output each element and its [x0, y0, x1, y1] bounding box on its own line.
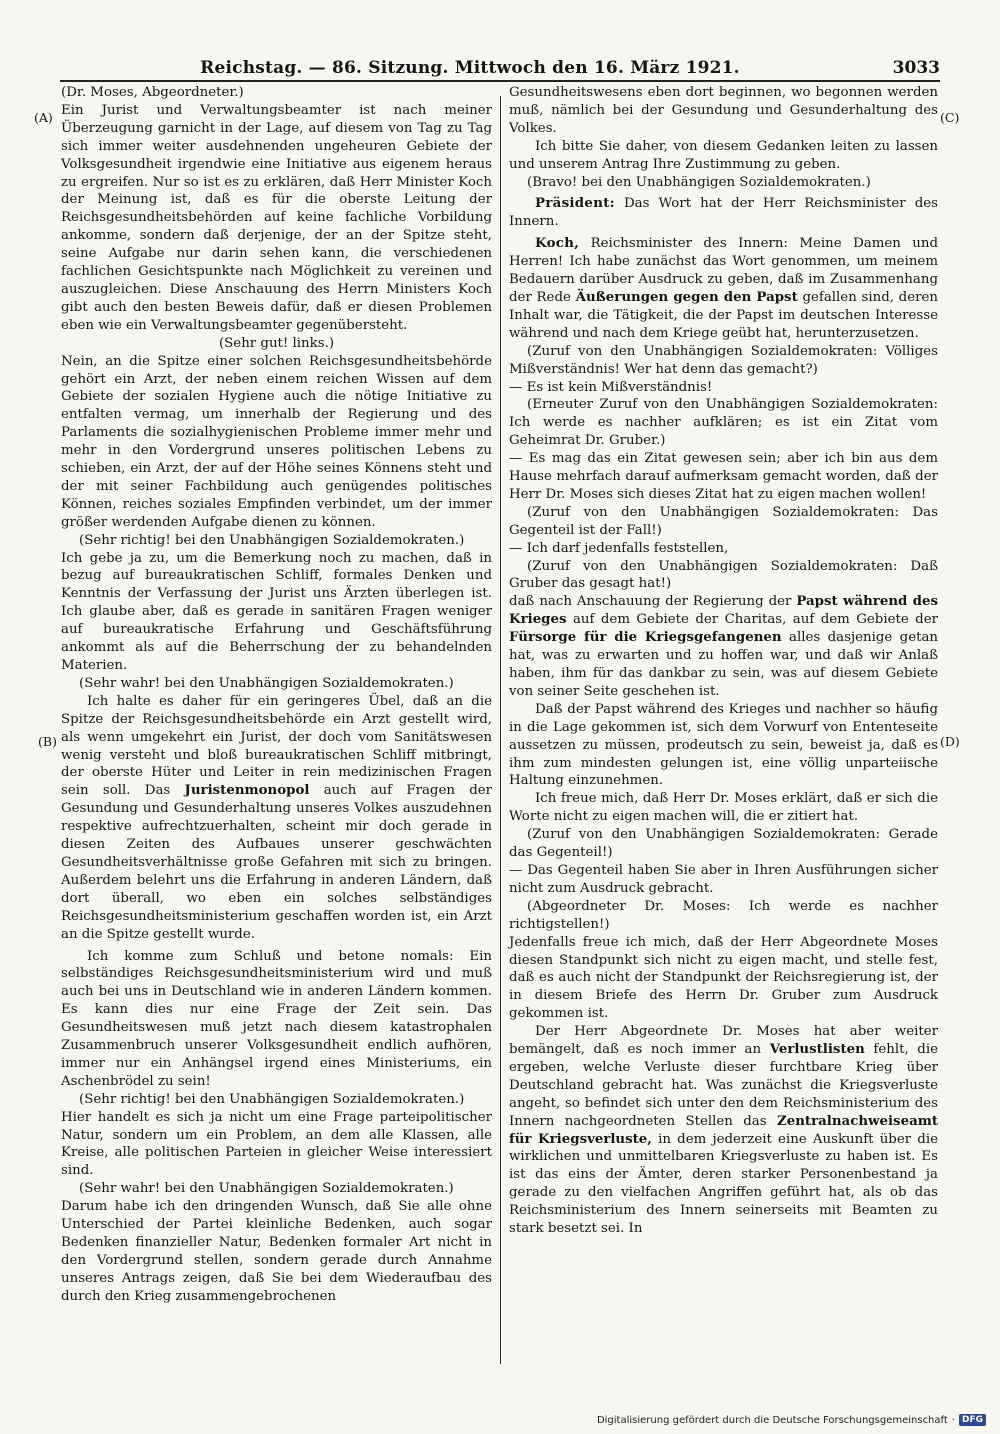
digitization-credit	[597, 1414, 986, 1426]
paragraph: — Es mag das ein Zitat gewesen sein; aber ich bin aus dem Hause mehrfach darauf aufmerksam gemacht worden, daß der Herr Dr. Moses sich dieses Zitat hat zu eigen machen wollen!	[509, 451, 938, 502]
text-run: Das Wort hat der Herr Reichsminister des Innern.	[509, 196, 938, 230]
page-number: 3033	[892, 58, 940, 78]
paragraph: Darum habe ich den dringenden Wunsch, daß Sie alle ohne Unterschied der Partei kleinliche Bedenken, auch sogar Bedenken finanzieller Natur, Bedenken formaler Art nicht in den Vordergrund stellen, sondern gerade durch Annahme unseres Antrags zeigen, daß Sie bei dem Wiederaufbau des durch den Krieg zusammengebrochenen	[61, 1199, 492, 1304]
interjection: (Abgeordneter Dr. Moses: Ich werde es nachher richtigstellen!)	[509, 898, 938, 932]
paragraph: Ein Jurist und Verwaltungsbeamter ist nach meiner Überzeugung garnicht in der Lage, auf diesem von Tag zu Tag sich immer weiter ausdehnenden ungeheuren Gebiete der Volksgesundheit irgendwie eine Initiative aus eigenem heraus zu ergreifen. Nur so ist es zu erklären, daß Herr Minister Koch der Meinung ist, daß es für die oberste Leitung der Reichsgesundheitsbehörden auf keine fachliche Vorbildung ankomme, sondern daß derjenige, der an der Spitze steht, seine Aufgabe nur darin sehen kann, die verschiedenen fachlichen Gesichtspunkte nach Möglichkeit zu vereinen und auszugleichen. Diese Anschauung des Herrn Ministers Koch gibt auch den besten Beweis dafür, daß er diesen Problemen eben wie ein Verwaltungsbeamter gegenübersteht.	[61, 102, 492, 333]
right-column	[509, 84, 938, 1238]
paragraph: Daß der Papst während des Krieges und nachher so häufig in die Lage gekommen ist, sich dem Vorwurf von Ententeseite aussetzen zu müssen, prodeutsch zu sein, beweist ja, daß es ihm zum mindesten gelungen ist, eine völlig unparteiische Haltung einzunehmen.	[509, 701, 938, 789]
emphasis: Juristenmonopol	[184, 782, 310, 799]
text-run: auf dem Gebiete der Charitas, auf dem Gebiete der	[572, 612, 938, 628]
text-run: auch auf Fragen der Gesundung und Gesunderhaltung unseres Volkes auszudehnen respektive aufrechtzuerhalten, scheint mir doch gerade in diesen Zeiten des Aufbaues unserer geschwächten Gesundheitsverhältnisse große Gefahren mit sich zu bringen. Außerdem belehrt uns die Erfahrung in anderen Ländern, daß dort überall, wo eben ein solches selbständiges Reichsgesundheitsministerium geschaffen worden ist, ein Arzt an die Spitze gestellt wurde.	[61, 783, 493, 942]
text-run: fehlt, die ergeben, welche Verluste dieser furchtbare Krieg über Deutschland gebracht hat. Was zunächst die Kriegsverluste angeht, so befindet sich unter den dem Reichsministerium des Innern nachgeordneten Stellen das	[509, 1042, 938, 1129]
left-column	[61, 84, 492, 1306]
margin-marker-d: (D)	[940, 734, 960, 749]
paragraph: Hier handelt es sich ja nicht um eine Frage parteipolitischer Natur, sondern um ein Problem, an dem alle Klassen, alle Kreise, alle politischen Parteien in gleicher Weise interessiert sind.	[61, 1109, 492, 1179]
emphasis: Zentralnachweiseamt für Kriegsverluste,	[509, 1112, 938, 1147]
paragraph: Ich gebe ja zu, um die Bemerkung noch zu machen, daß in bezug auf bureaukratischen Schliff, formales Denken und Kenntnis der Verfassung der Jurist uns Ärzten überlegen ist. Ich glaube aber, daß es gerade in sanitären Fragen weniger auf bureaukratische Erfahrung und Geschäftsführung ankommt als auf die Beherrschung der zu behandelnden Materien.	[61, 550, 492, 673]
paragraph: Nein, an die Spitze einer solchen Reichsgesundheitsbehörde gehört ein Arzt, der neben einem reichen Wissen auf dem Gebiete der sozialen Hygiene auch die nötige Initiative zu entfalten vermag, um innerhalb der Regierung und des Parlaments die sozialhygienischen Probleme immer mehr und mehr in den Vordergrund unseres politischen Lebens zu schieben, ein Arzt, der auf der Höhe seines Könnens steht und der mit seiner Fachbildung auch genügendes politisches Können, reiches soziales Empfinden verbindet, um der immer größer werdenden Aufgabe dienen zu können.	[61, 353, 492, 530]
paragraph	[509, 235, 938, 342]
text-run: alles dasjenige getan hat, was zu erwarten und zu hoffen war, und daß wir Anlaß haben, ihm für das dankbar zu sein, was auf diesem Gebiete von seiner Seite geschehen ist.	[509, 630, 939, 699]
margin-marker-c: (C)	[940, 110, 960, 125]
text-run: Ich halte es daher für ein geringeres Übel, daß an die Spitze der Reichsgesundheitsbehörde ein Arzt gestellt wird, als wenn umgekehrt ein Jurist, der doch vom Sanitätswesen wenig versteht und bloß bureaukratischen Schliff mitbringt, der oberste Hüter und Leiter in rein medizinischen Fragen sein soll. Das	[61, 693, 492, 799]
paragraph	[509, 593, 938, 700]
paragraph	[61, 693, 492, 944]
margin-marker-b: (B)	[38, 734, 57, 749]
text-run: gefallen sind, deren Inhalt war, die Tätigkeit, die der Papst im deutschen Interesse während und nach dem Kriege geübt hat, herunterzusetzen.	[509, 289, 938, 341]
emphasis: Verlustlisten	[769, 1041, 865, 1058]
paragraph: — Das Gegenteil haben Sie aber in Ihren Ausführungen sicher nicht zum Ausdruck gebracht.	[509, 862, 938, 896]
column-divider	[500, 96, 501, 1364]
dfg-logo: DFG	[959, 1414, 986, 1426]
interjection: (Sehr gut! links.)	[218, 335, 335, 351]
paragraph: Jedenfalls freue ich mich, daß der Herr Abgeordnete Moses diesen Standpunkt sich nicht zu eigen macht, und stelle fest, daß es auch nicht der Standpunkt der Reichsregierung ist, der in diesem Briefe des Herrn Dr. Gruber zum Ausdruck gekommen ist.	[509, 934, 938, 1022]
text-run: daß nach Anschauung der Regierung der	[509, 594, 792, 610]
paragraph: — Ich darf jedenfalls feststellen,	[509, 540, 729, 556]
text-run: Der Herr Abgeordnete Dr. Moses hat aber weiter bemängelt, daß es noch immer an	[509, 1024, 938, 1058]
interjection: (Sehr wahr! bei den Unabhängigen Sozialdemokraten.)	[79, 675, 454, 691]
paragraph: Ich freue mich, daß Herr Dr. Moses erklärt, daß er sich die Worte nicht zu eigen machen will, die er zitiert hat.	[509, 791, 938, 825]
margin-marker-a: (A)	[34, 110, 53, 125]
interjection: (Erneuter Zuruf von den Unabhängigen Sozialdemokraten: Ich werde es nachher aufklären; es ist ein Zitat vom Geheimrat Dr. Gruber.)	[509, 397, 938, 449]
interjection: (Zuruf von den Unabhängigen Sozialdemokraten: Daß Gruber das gesagt hat!)	[509, 558, 938, 592]
paragraph	[509, 195, 938, 231]
text-run: in dem jederzeit eine Auskunft über die wirklichen und unmittelbaren Kriegsverluste zu haben ist. Es ist das eins der Ämter, deren starker Personenbestand ja gerade zu den vielfachen Angriffen geführt hat, als ob das Reichsministerium des Innern seinerseits mit Beamten zu stark besetzt sei. In	[509, 1131, 938, 1237]
paragraph: Ich komme zum Schluß und betone nomals: Ein selbständiges Reichsgesundheitsministerium wird und muß auch bei uns in Deutschland wie in anderen Ländern kommen. Es kann dies nur eine Frage der Zeit sein. Das Gesundheitswesen muß jetzt nach diesem katastrophalen Zusammenbruch unserer Volksgesundheit endlich aufhören, immer nur ein Anhängsel irgend eines Ministeriums, ein Aschenbrödel zu sein!	[61, 948, 492, 1089]
speaker-line: (Dr. Moses, Abgeordneter.)	[61, 85, 244, 100]
emphasis: Papst während des Krieges	[509, 593, 939, 628]
credit-text: Digitalisierung gefördert durch die Deutsche Forschungsgemeinschaft	[596, 1414, 948, 1426]
running-header	[60, 56, 940, 82]
emphasis: Äußerungen gegen den Papst	[575, 288, 798, 305]
speaker-name: Präsident:	[535, 195, 615, 212]
interjection: (Sehr wahr! bei den Unabhängigen Sozialdemokraten.)	[79, 1181, 454, 1197]
interjection: (Zuruf von den Unabhängigen Sozialdemokraten: Das Gegenteil ist der Fall!)	[509, 504, 938, 538]
header-title: Reichstag. — 86. Sitzung. Mittwoch den 16. März 1921.	[200, 58, 740, 78]
interjection: (Zuruf von den Unabhängigen Sozialdemokraten: Völliges Mißverständnis! Wer hat denn das gemacht?)	[509, 343, 938, 377]
text-run: Reichsminister des Innern: Meine Damen und Herren! Ich habe zunächst das Wort genommen, um meinem Bedauern darüber Ausdruck zu geben, daß im Zusammenhang der Rede	[509, 236, 939, 305]
dot-separator: ·	[951, 1414, 955, 1426]
speaker-name: Koch,	[535, 235, 580, 252]
emphasis: Fürsorge für die Kriegsgefangenen	[509, 629, 782, 646]
paragraph: Ich bitte Sie daher, von diesem Gedanken leiten zu lassen und unserem Antrag Ihre Zustimmung zu geben.	[509, 138, 938, 172]
interjection: (Bravo! bei den Unabhängigen Sozialdemokraten.)	[527, 174, 871, 190]
paragraph: — Es ist kein Mißverständnis!	[509, 379, 713, 395]
header-rule	[60, 80, 940, 82]
paragraph: Gesundheitswesens eben dort beginnen, wo begonnen werden muß, nämlich bei der Gesundung und Gesunderhaltung des Volkes.	[509, 85, 938, 136]
paragraph	[509, 1023, 938, 1238]
interjection: (Sehr richtig! bei den Unabhängigen Sozialdemokraten.)	[79, 1091, 465, 1107]
interjection: (Zuruf von den Unabhängigen Sozialdemokraten: Gerade das Gegenteil!)	[509, 827, 938, 861]
interjection: (Sehr richtig! bei den Unabhängigen Sozialdemokraten.)	[79, 532, 465, 548]
